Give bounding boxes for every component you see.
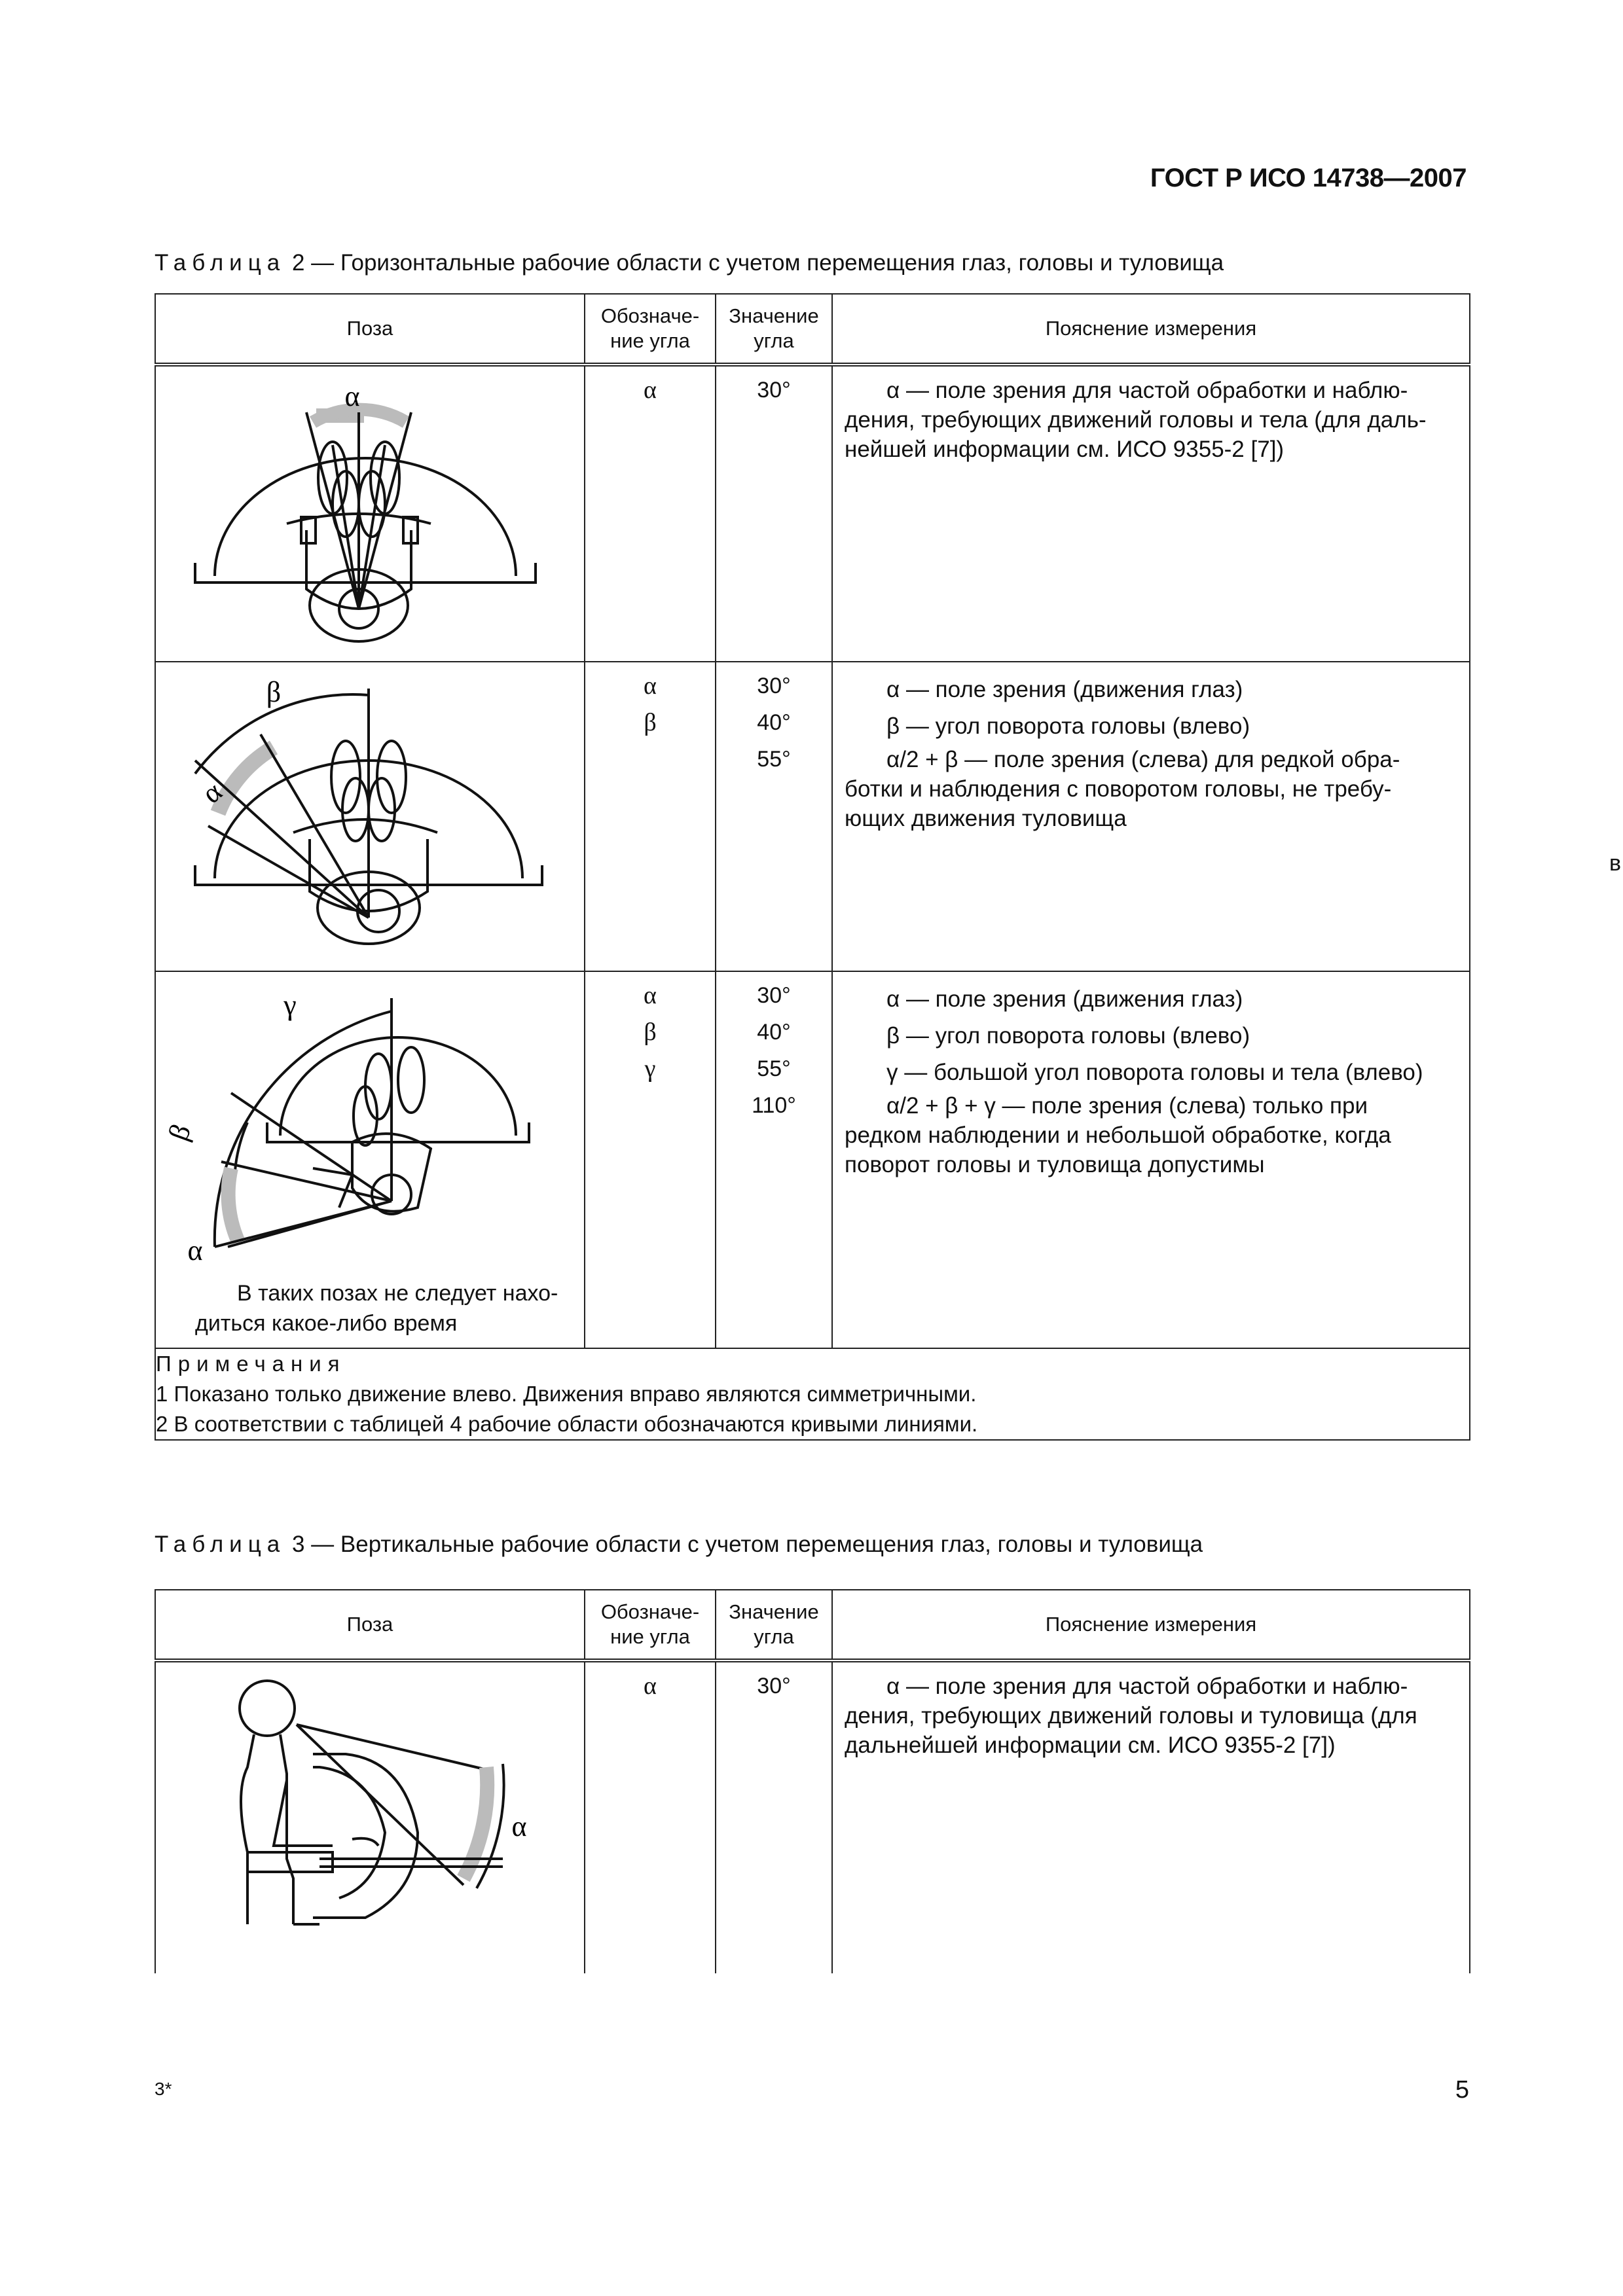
col-pose: Поза (155, 294, 585, 365)
col-pose: Поза (155, 1590, 585, 1660)
table-row (155, 1660, 1470, 1973)
table2-caption (155, 250, 1224, 276)
table-2 (155, 293, 1470, 1441)
col-explanation: Пояснение измерения (832, 1590, 1470, 1660)
angle-values: 30° 40° 55° 110° (716, 971, 832, 1348)
posture-diagram-head-turn (156, 662, 583, 967)
table2-header-row (155, 294, 1470, 365)
table3-caption-label: Таблица (155, 1532, 286, 1557)
col-value: Значение угла (716, 294, 832, 365)
figure-warning-note: В таких позах не следует нахо- диться какое-либо время (195, 1281, 558, 1336)
notes-title: Примечания (156, 1352, 346, 1376)
angle-values: 30° (716, 1660, 832, 1973)
figure-label-alpha: α (511, 1810, 527, 1842)
posture-diagram-front (156, 367, 583, 658)
angle-symbols: α β γ (585, 971, 716, 1348)
figure-label-alpha: α (344, 380, 360, 412)
table-3 (155, 1589, 1470, 1973)
table-row (155, 365, 1470, 662)
col-value: Значение угла (716, 1590, 832, 1660)
table-row (155, 971, 1470, 1348)
figure-label-gamma: γ (283, 989, 297, 1021)
table3-header-row (155, 1590, 1470, 1660)
pose-figure-3 (155, 971, 585, 1348)
explanation-text: α — поле зрения для частой обработки и наблю- дения, требующих движений головы и туловища (для дальнейшей информации см. ИСО 9355-2 [7]) (832, 1660, 1470, 1973)
table3-caption (155, 1532, 1203, 1558)
angle-values: 30° 40° 55° (716, 662, 832, 971)
pose-figure-vertical (155, 1660, 585, 1973)
angle-values: 30° (716, 365, 832, 662)
pose-figure-2 (155, 662, 585, 971)
table-row (155, 662, 1470, 971)
figure-label-beta: β (266, 676, 282, 708)
angle-symbols: α (585, 365, 716, 662)
note-item: 2 В соответствии с таблицей 4 рабочие области обозначаются кривыми линиями. (156, 1412, 978, 1436)
figure-label-alpha: α (196, 775, 228, 810)
explanation-text: α — поле зрения (движения глаз) β — угол поворота головы (влево) γ — большой угол поворота головы и тела (влево) α/2 + β + γ — поле зрения (слева) только при редком наблюдении и небольшой обработке, когда поворот головы и туловища допустимы (832, 971, 1470, 1348)
posture-diagram-side (156, 1662, 583, 1970)
col-angle: Обозначе- ние угла (585, 1590, 716, 1660)
figure-label-alpha: α (187, 1234, 203, 1266)
document-header: ГОСТ Р ИСО 14738—2007 (1150, 164, 1467, 192)
table3-caption-text: — Вертикальные рабочие области с учетом перемещения глаз, головы и туловища (304, 1532, 1203, 1557)
footer-sheet-mark: 3* (155, 2079, 172, 2099)
pose-figure-1 (155, 365, 585, 662)
table2-notes (155, 1348, 1470, 1440)
angle-symbols: α β (585, 662, 716, 971)
table2-caption-label: Таблица (155, 250, 286, 276)
note-item: 1 Показано только движение влево. Движения вправо являются симметричными. (156, 1382, 977, 1406)
col-angle: Обозначе- ние угла (585, 294, 716, 365)
angle-symbols: α (585, 1660, 716, 1973)
margin-mark: в (1609, 851, 1622, 876)
explanation-text: α — поле зрения для частой обработки и наблю- дения, требующих движений головы и тела (для даль- нейшей информации см. ИСО 9355-2 [7]) (832, 365, 1470, 662)
table3-caption-number: 3 (291, 1532, 305, 1557)
table2-caption-number: 2 (291, 250, 305, 276)
page-number: 5 (1455, 2076, 1469, 2104)
explanation-text: α — поле зрения (движения глаз) β — угол поворота головы (влево) α/2 + β — поле зрения (слева) для редкой обра- ботки и наблюдения с поворотом головы, не требу- ющих движения туловища (832, 662, 1470, 971)
col-explanation: Пояснение измерения (832, 294, 1470, 365)
posture-diagram-body-turn (156, 972, 583, 1280)
figure-label-beta: β (162, 1120, 198, 1145)
table2-caption-text: — Горизонтальные рабочие области с учетом перемещения глаз, головы и туловища (304, 250, 1224, 276)
